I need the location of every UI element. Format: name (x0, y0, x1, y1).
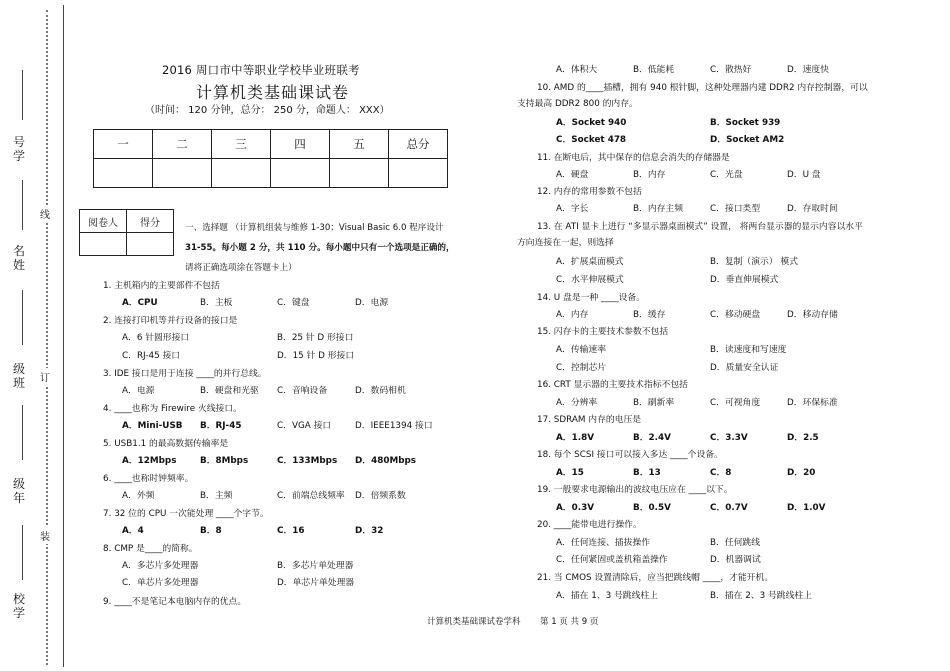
option: B．复制（演示） 模式 (710, 257, 799, 267)
option: A．分辨率 (556, 398, 598, 408)
option: B．多芯片单处理器 (277, 561, 354, 571)
footer-subject: 计算机类基础课试卷学科 (427, 617, 521, 627)
option: B．任何跳线 (710, 538, 761, 548)
option: D．移动存储 (787, 310, 838, 320)
option: B．13 (633, 468, 661, 478)
option: C．RJ-45 接口 (122, 351, 181, 361)
option: C．音响设备 (277, 386, 328, 396)
binding-solid-line (63, 5, 64, 667)
grade-label: 级年 (12, 477, 25, 505)
student-id-underline (22, 70, 23, 120)
option: C．控制芯片 (556, 363, 607, 373)
option: C．可视角度 (710, 398, 761, 408)
binding-mark-ding: 订 (40, 368, 50, 385)
score-cell (271, 159, 330, 188)
exam-info: （时间： 120 分钟，总分： 250 分，命题人： XXX） (145, 105, 390, 116)
score-cell (330, 159, 389, 188)
option: B．0.5V (633, 503, 671, 513)
question-10-cont: 支持最高 DDR2 800 的内存。 (517, 99, 638, 109)
question-13-cont: 方向连接在一起，则选择 (517, 238, 614, 248)
question-10: 10. AMD 的____插槽，拥有 940 根针脚，这种处理器内建 DDR2 内存控制器，可以 (537, 83, 868, 93)
option: D．机器调试 (710, 555, 761, 565)
option: C．光盘 (710, 170, 743, 180)
score-header-cell: 二 (153, 130, 212, 159)
question-9: 9. ____不是笔记本电脑内存的优点。 (103, 597, 247, 607)
option: D．质量安全认证 (710, 363, 779, 373)
option: B．主频 (200, 491, 233, 501)
option: B．8Mbps (200, 456, 249, 466)
class-label: 级班 (12, 362, 25, 390)
student-id-label: 号学 (12, 135, 25, 163)
option: D．2.5 (787, 433, 819, 443)
question-12: 12. 内存的常用参数不包括 (537, 187, 642, 197)
student-name-label: 名姓 (12, 244, 25, 272)
score-header-cell: 四 (271, 130, 330, 159)
question-5: 5. USB1.1 的最高数据传输率是 (103, 439, 229, 449)
option: A．Mini-USB (122, 421, 183, 431)
score-cell (389, 159, 448, 188)
option: A．内存 (556, 310, 589, 320)
option: C．接口类型 (710, 204, 761, 214)
option: A．电源 (122, 386, 155, 396)
question-7: 7. 32 位的 CPU 一次能处理 ____个字节。 (103, 509, 269, 519)
option: A．12Mbps (122, 456, 177, 466)
class-underline (22, 290, 23, 345)
student-name-underline (22, 180, 23, 230)
option: B．主板 (200, 298, 233, 308)
question-21: 21. 当 CMOS 设置清除后，应当把跳线帽 ____，才能开机。 (537, 573, 774, 583)
option: C．键盘 (277, 298, 310, 308)
school-label: 校学 (12, 592, 25, 620)
option: D．Socket AM2 (710, 135, 785, 145)
option: A．0.3V (556, 503, 594, 513)
option: A．传输速率 (556, 345, 607, 355)
option: A．CPU (122, 298, 158, 308)
question-8: 8. CMP 是____的简称。 (103, 544, 198, 554)
section-instructions (185, 218, 460, 278)
section-line-3: 请将正确选项涂在答题卡上） (185, 263, 297, 273)
binding-dotted-line (46, 10, 48, 665)
option: D．U 盘 (787, 170, 821, 180)
question-19: 19. 一般要求电源输出的波纹电压应在 ____以下。 (537, 485, 733, 495)
option: D．15 针 D 形接口 (277, 351, 355, 361)
school-underline (22, 525, 23, 580)
option: C．移动硬盘 (710, 310, 761, 320)
question-6: 6. ____也称时钟频率。 (103, 474, 194, 484)
option: B．刷新率 (633, 398, 675, 408)
option: C．Socket 478 (556, 135, 627, 145)
question-18: 18. 每个 SCSI 接口可以接入多达 ____个设备。 (537, 450, 723, 460)
option: C．VGA 接口 (277, 421, 332, 431)
option: D．32 (355, 526, 384, 536)
option: A．1.8V (556, 433, 594, 443)
score-cell (212, 159, 271, 188)
option: A．Socket 940 (556, 118, 627, 128)
exam-title: 计算机类基础课试卷 (196, 83, 350, 102)
option: D．存取时间 (787, 204, 838, 214)
option: D．20 (787, 468, 816, 478)
option: C．散热好 (710, 65, 752, 75)
question-11: 11. 在断电后，其中保存的信息会消失的存储器是 (537, 153, 730, 163)
option: D．环保标准 (787, 398, 838, 408)
section-line-1: 一、选择题 （计算机组装与维修 1-30；Visual Basic 6.0 程序设计 (185, 223, 444, 233)
option: D．垂直伸展模式 (710, 275, 779, 285)
option: C．水平伸展模式 (556, 275, 624, 285)
section-line-2: 31-55。每小题 2 分，共 110 分。每小题中只有一个选项是正确的， (185, 243, 455, 253)
score-header-cell: 一 (94, 130, 153, 159)
option: A．插在 1、3 号跳线柱上 (556, 591, 658, 601)
option: A．扩展桌面模式 (556, 257, 624, 267)
option: D．电源 (355, 298, 389, 308)
option: D．速度快 (787, 65, 829, 75)
option: B．Socket 939 (710, 118, 781, 128)
question-16: 16. CRT 显示器的主要技术指标不包括 (537, 380, 688, 390)
option: D．单芯片单处理器 (277, 578, 355, 588)
score-header-cell: 五 (330, 130, 389, 159)
option: C．前端总线频率 (277, 491, 345, 501)
score-table-header-row (94, 130, 448, 159)
option: A．硬盘 (556, 170, 589, 180)
question-2: 2. 连接打印机等并行设备的接口是 (103, 316, 238, 326)
option: A．任何连接、插拔操作 (556, 538, 650, 548)
option: B．缓存 (633, 310, 666, 320)
score-table (93, 129, 448, 188)
option: B．内存 (633, 170, 666, 180)
grade-underline (22, 405, 23, 460)
option: B．RJ-45 (200, 421, 242, 431)
question-4: 4. ____也称为 Firewire 火线接口。 (103, 404, 242, 414)
score-header-cell: 总分 (389, 130, 448, 159)
option: B．2.4V (633, 433, 671, 443)
footer-page-number: 第 1 页 共 9 页 (540, 617, 599, 627)
option: A．4 (122, 526, 144, 536)
option: A．体积大 (556, 65, 598, 75)
score-value-cell (127, 233, 174, 256)
option: C．3.3V (710, 433, 748, 443)
option: B．硬盘和光驱 (200, 386, 259, 396)
option: C．0.7V (710, 503, 748, 513)
option: B．25 针 D 形接口 (277, 333, 354, 343)
option: B．8 (200, 526, 222, 536)
question-1: 1. 主机箱内的主要部件不包括 (103, 281, 220, 291)
grader-table (79, 209, 174, 256)
option: D．480Mbps (355, 456, 417, 466)
grader-cell (80, 233, 127, 256)
option: A．6 针圆形接口 (122, 333, 190, 343)
option: A．多芯片多处理器 (122, 561, 199, 571)
grader-header: 阅卷人 (80, 210, 127, 233)
option: B．读速度和写速度 (710, 345, 787, 355)
option: A．字长 (556, 204, 589, 214)
option: A．外频 (122, 491, 155, 501)
option: D．倍频系数 (355, 491, 406, 501)
question-3: 3. IDE 接口是用于连接 ____的并行总线。 (103, 369, 267, 379)
exam-series-title: 2016 周口市中等职业学校毕业班联考 (162, 63, 360, 77)
option: C．133Mbps (277, 456, 338, 466)
option: C．16 (277, 526, 305, 536)
score-header: 得分 (127, 210, 174, 233)
option: B．内存主频 (633, 204, 684, 214)
score-table-value-row (94, 159, 448, 188)
option: D．IEEE1394 接口 (355, 421, 433, 431)
option: C．单芯片多处理器 (122, 578, 199, 588)
question-17: 17. SDRAM 内存的电压是 (537, 415, 642, 425)
option: B．低能耗 (633, 65, 675, 75)
option: B．插在 2、3 号跳线柱上 (710, 591, 812, 601)
score-cell (94, 159, 153, 188)
option: D．1.0V (787, 503, 826, 513)
score-cell (153, 159, 212, 188)
option: A．15 (556, 468, 584, 478)
option: D．数码相机 (355, 386, 406, 396)
score-header-cell: 三 (212, 130, 271, 159)
option: C．8 (710, 468, 732, 478)
option: C．任何紧固或盖机箱盖操作 (556, 555, 668, 565)
question-15: 15. 闪存卡的主要技术参数不包括 (537, 327, 669, 337)
binding-mark-zhuang: 装 (40, 527, 50, 544)
question-14: 14. U 盘是一种 ____设备。 (537, 293, 645, 303)
question-20: 20. ____能带电进行操作。 (537, 520, 642, 530)
question-13: 13. 在 ATI 显卡上进行 “多显示器桌面模式” 设置， 将两台显示器的显示内容以水平 (537, 222, 863, 232)
binding-mark-xian: 线 (40, 205, 50, 222)
